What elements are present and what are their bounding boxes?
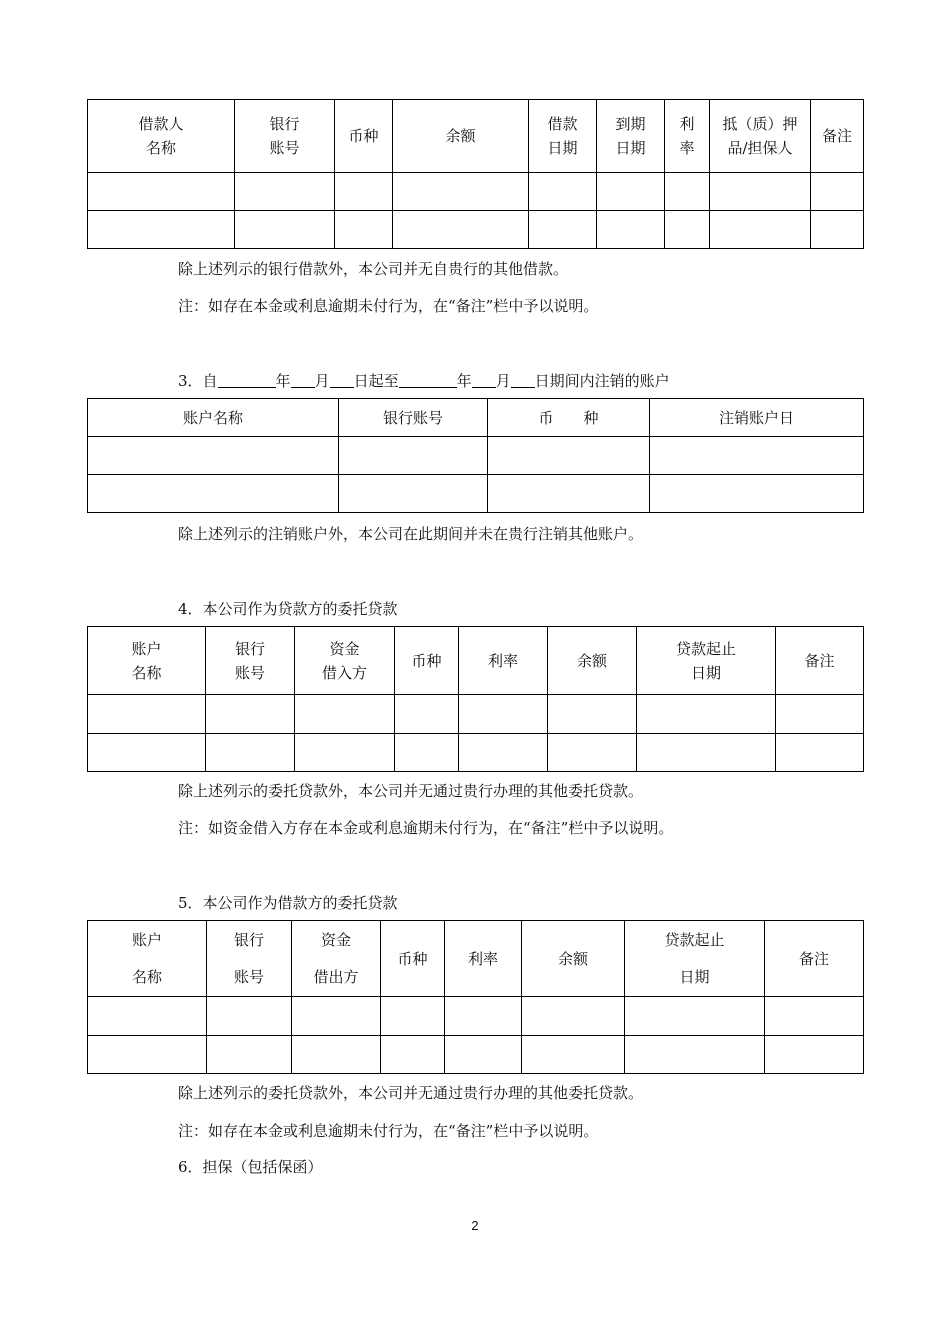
table-cell[interactable]	[650, 475, 864, 513]
note-bank-loans: 除上述列示的银行借款外，本公司并无自贵行的其他借款。	[178, 260, 569, 278]
table-cell[interactable]	[625, 1036, 765, 1074]
table-cell[interactable]	[295, 734, 395, 772]
table-cell[interactable]	[335, 211, 393, 249]
entrusted-loan-lender-table	[87, 626, 864, 772]
table-cell[interactable]	[548, 695, 637, 734]
header-balance: 余额	[393, 100, 529, 173]
table-row	[88, 734, 864, 772]
table-cell[interactable]	[206, 695, 295, 734]
table-cell[interactable]	[88, 1036, 207, 1074]
table-cell[interactable]	[811, 211, 864, 249]
table-cell[interactable]	[459, 695, 548, 734]
header-fund-borrower: 资金 借入方	[295, 627, 395, 695]
table-cell[interactable]	[522, 997, 625, 1036]
section-4-heading: 4．本公司作为贷款方的委托贷款	[178, 600, 398, 618]
section-5-heading: 5．本公司作为借款方的委托贷款	[178, 894, 398, 912]
table-header-row	[88, 627, 864, 695]
table-row	[88, 695, 864, 734]
table-cell[interactable]	[88, 695, 206, 734]
table-cell[interactable]	[88, 734, 206, 772]
table-cell[interactable]	[637, 695, 776, 734]
note-overdue-remark: 注：如存在本金或利息逾期未付行为，在“备注”栏中予以说明。	[178, 297, 599, 315]
table-cell[interactable]	[522, 1036, 625, 1074]
table-cell[interactable]	[88, 211, 235, 249]
bank-loan-table	[87, 99, 864, 249]
header-bank-account: 银行账号	[339, 399, 488, 437]
header-closing-date: 注销账户日	[650, 399, 864, 437]
table-cell[interactable]	[710, 173, 811, 211]
section-6-heading: 6．担保（包括保函）	[178, 1158, 323, 1176]
table-cell[interactable]	[393, 173, 529, 211]
table-cell[interactable]	[339, 475, 488, 513]
header-interest-rate: 利率	[459, 627, 548, 695]
header-collateral-guarantor: 抵（质）押 品/担保人	[710, 100, 811, 173]
header-loan-date: 借款 日期	[529, 100, 597, 173]
table-header-row	[88, 100, 864, 173]
table-cell[interactable]	[637, 734, 776, 772]
table-row	[88, 475, 864, 513]
header-remarks: 备注	[765, 921, 864, 997]
table-cell[interactable]	[650, 437, 864, 475]
month-blank-field[interactable]	[472, 372, 496, 388]
table-cell[interactable]	[811, 173, 864, 211]
header-fund-lender: 资金 借出方	[292, 921, 381, 997]
table-row	[88, 437, 864, 475]
table-cell[interactable]	[393, 211, 529, 249]
table-row	[88, 1036, 864, 1074]
table-cell[interactable]	[776, 695, 864, 734]
table-cell[interactable]	[88, 997, 207, 1036]
header-due-date: 到期 日期	[597, 100, 665, 173]
day-blank-field[interactable]	[511, 372, 535, 388]
header-account-name: 账户 名称	[88, 627, 206, 695]
header-interest-rate: 利 率	[665, 100, 710, 173]
header-balance: 余额	[548, 627, 637, 695]
header-loan-period: 贷款起止 日期	[625, 921, 765, 997]
table-header-row	[88, 921, 864, 997]
header-bank-account: 银行 账号	[235, 100, 335, 173]
table-cell[interactable]	[206, 734, 295, 772]
table-cell[interactable]	[765, 997, 864, 1036]
table-cell[interactable]	[295, 695, 395, 734]
table-cell[interactable]	[597, 173, 665, 211]
table-cell[interactable]	[548, 734, 637, 772]
table-cell[interactable]	[381, 997, 445, 1036]
header-bank-account: 银行 账号	[206, 627, 295, 695]
table-cell[interactable]	[235, 173, 335, 211]
table-cell[interactable]	[88, 475, 339, 513]
table-cell[interactable]	[335, 173, 393, 211]
table-cell[interactable]	[488, 437, 650, 475]
table-cell[interactable]	[235, 211, 335, 249]
table-cell[interactable]	[381, 1036, 445, 1074]
header-balance: 余额	[522, 921, 625, 997]
header-remarks: 备注	[811, 100, 864, 173]
header-currency: 币种	[395, 627, 459, 695]
table-cell[interactable]	[488, 475, 650, 513]
table-cell[interactable]	[292, 997, 381, 1036]
table-cell[interactable]	[765, 1036, 864, 1074]
table-cell[interactable]	[665, 211, 710, 249]
note-overdue-remark-2: 注：如存在本金或利息逾期未付行为，在“备注”栏中予以说明。	[178, 1122, 599, 1140]
table-cell[interactable]	[88, 173, 235, 211]
year-blank-field[interactable]	[218, 372, 276, 388]
table-cell[interactable]	[207, 1036, 292, 1074]
header-remarks: 备注	[776, 627, 864, 695]
table-cell[interactable]	[529, 173, 597, 211]
header-bank-account: 银行 账号	[207, 921, 292, 997]
header-borrower-name: 借款人 名称	[88, 100, 235, 173]
table-cell[interactable]	[459, 734, 548, 772]
year-blank-field[interactable]	[399, 372, 457, 388]
closed-accounts-table	[87, 398, 864, 513]
month-blank-field[interactable]	[291, 372, 315, 388]
note-entrusted-loans-lender: 除上述列示的委托贷款外，本公司并无通过贵行办理的其他委托贷款。	[178, 782, 644, 800]
table-header-row	[88, 399, 864, 437]
header-currency: 币种	[381, 921, 445, 997]
page-number: 2	[471, 1218, 479, 1233]
table-cell[interactable]	[665, 173, 710, 211]
header-currency: 币 种	[488, 399, 650, 437]
note-borrower-overdue-remark: 注：如资金借入方存在本金或利息逾期未付行为，在“备注”栏中予以说明。	[178, 819, 674, 837]
entrusted-loan-borrower-table	[87, 920, 864, 1074]
table-cell[interactable]	[445, 1036, 522, 1074]
day-blank-field[interactable]	[330, 372, 354, 388]
table-cell[interactable]	[625, 997, 765, 1036]
table-cell[interactable]	[710, 211, 811, 249]
table-cell[interactable]	[395, 734, 459, 772]
table-cell[interactable]	[88, 437, 339, 475]
table-row	[88, 997, 864, 1036]
table-cell[interactable]	[597, 211, 665, 249]
table-cell[interactable]	[292, 1036, 381, 1074]
table-cell[interactable]	[339, 437, 488, 475]
table-row	[88, 173, 864, 211]
header-account-name: 账户名称	[88, 399, 339, 437]
table-cell[interactable]	[207, 997, 292, 1036]
table-cell[interactable]	[445, 997, 522, 1036]
section-3-heading: 3．自 年 月 日起至 年 月 日期间内注销的账户	[178, 372, 670, 390]
header-account-name: 账户 名称	[88, 921, 207, 997]
table-cell[interactable]	[395, 695, 459, 734]
table-row	[88, 211, 864, 249]
table-cell[interactable]	[529, 211, 597, 249]
header-loan-period: 贷款起止 日期	[637, 627, 776, 695]
header-interest-rate: 利率	[445, 921, 522, 997]
header-currency: 币种	[335, 100, 393, 173]
note-closed-accounts: 除上述列示的注销账户外，本公司在此期间并未在贵行注销其他账户。	[178, 525, 644, 543]
note-entrusted-loans-borrower: 除上述列示的委托贷款外，本公司并无通过贵行办理的其他委托贷款。	[178, 1084, 644, 1102]
table-cell[interactable]	[776, 734, 864, 772]
